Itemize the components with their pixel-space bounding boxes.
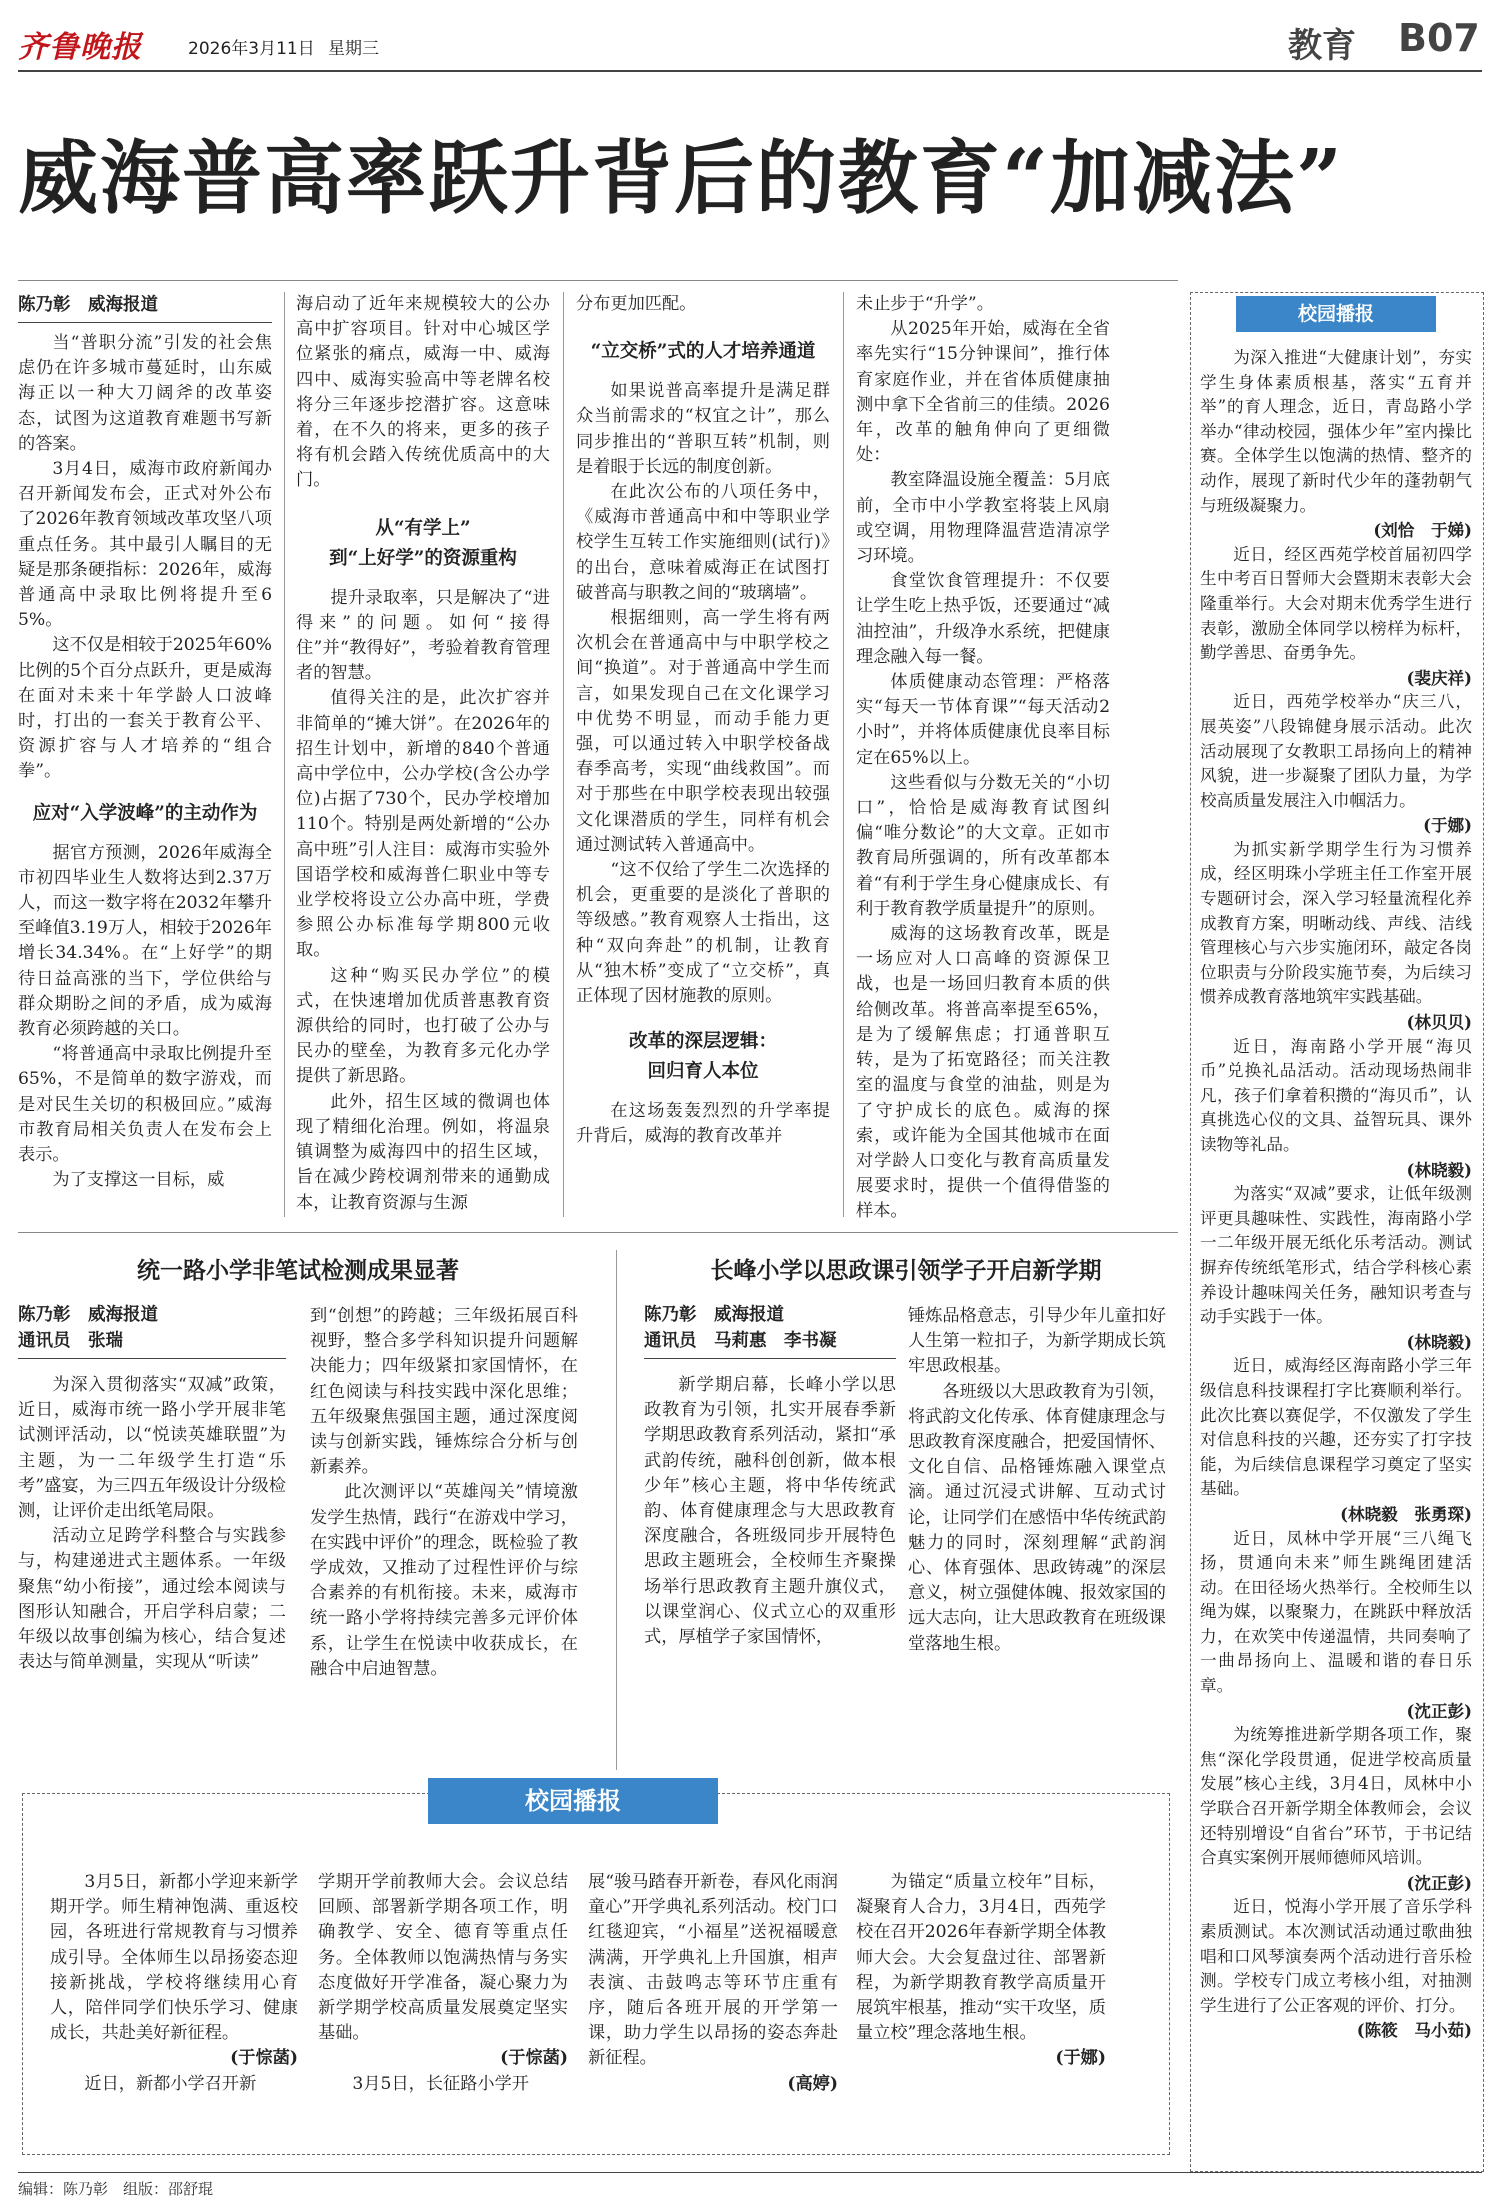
story-2-col-1 — [18, 1302, 286, 1675]
story-3-col-2 — [908, 1304, 1166, 1657]
paragraph: 3月4日，威海市政府新闻办召开新闻发布会，正式对外公布了2026年教育领域改革攻坚八项重点任务。其中最引人瞩目的无疑是那条硬指标：2026年，威海普通高中录取比例将提升至65%。 — [18, 459, 272, 631]
news-item: 为深入推进“大健康计划”，夯实学生身体素质根基，落实“五育并举”的育人理念，近日，青岛路小学举办“律动校园，强体少年”室内操比赛。全体学生以饱满的热情、整齐的动作，展现了新时代少年的蓬勃朝气与班级凝聚力。 — [1200, 348, 1472, 515]
news-signature: (林晓毅) — [1406, 1159, 1472, 1180]
main-story-col-3 — [576, 292, 830, 1150]
campus-news-tag-bottom: 校园播报 — [428, 1778, 718, 1824]
paragraph: 当“普职分流”引发的社会焦虑仍在许多城市蔓延时，山东威海正以一种大刀阔斧的改革姿态，试图为这道教育难题书写新的答案。 — [18, 333, 272, 454]
news-signature: (于悰菡) — [230, 2048, 298, 2069]
bottom-box-col-2 — [318, 1870, 568, 2097]
story-3-col-1 — [644, 1302, 896, 1650]
paragraph: 此次测评以“英雄闯关”情境激发学生热情，践行“在游戏中学习，在实践中评价”的理念，既检验了教学成效，又推动了过程性评价与综合素养的有机衔接。未来，威海市统一路小学将持续完善多元评价体系，让学生在悦读中收获成长，在融合中启迪智慧。 — [310, 1482, 578, 1679]
paragraph: 这种“购买民办学位”的模式，在快速增加优质普惠教育资源供给的同时，也打破了公办与民办的壁垒，为教育多元化办学提供了新思路。 — [296, 965, 550, 1087]
paragraph: 分布更加匹配。 — [576, 294, 697, 314]
paragraph: 如果说普高率提升是满足群众当前需求的“权宜之计”，那么同步推出的“普职互转”机制，则是着眼于长远的制度创新。 — [576, 381, 830, 477]
paragraph: 从2025年开始，威海在全省率先实行“15分钟课间”，推行体育家庭作业，并在省体质健康抽测中拿下全省前三的佳绩。2026年，改革的触角伸向了更细微处： — [856, 319, 1110, 466]
headline: 威海普高率跃升背后的教育“加减法” — [18, 131, 1345, 225]
news-item: 近日，凤林中学开展“三八绳飞扬，贯通向未来”师生跳绳团建活动。在田径场火热举行。全校师生以绳为媒，以聚聚力，在跳跃中释放活力，在欢笑中传递温情，共同奏响了一曲昂扬向上、温暖和谐的春日乐章。 — [1200, 1528, 1472, 1696]
byline-correspondent: 通讯员 马莉惠 李书凝 — [644, 1331, 837, 1351]
news-item: 近日，新都小学召开新 — [84, 2073, 257, 2094]
issue-date: 2026年3月11日 — [188, 39, 315, 59]
paragraph: 各班级以大思政教育为引领，将武韵文化传承、体育健康理念与思政教育深度融合，把爱国情怀、文化自信、品格锤炼融入课堂点滴。通过沉浸式讲解、互动式讨论，让同学们在感悟中华传统武韵魅力的同时，深刻理解“武韵润心、体育强体、思政铸魂”的深层意义，树立强健体魄、报效家国的远大志向，让大思政教育在班级课堂落地生根。 — [908, 1381, 1166, 1654]
column-divider — [563, 292, 564, 1217]
news-item: 展“骏马踏春开新卷，春风化雨润童心”开学典礼系列活动。校门口红毯迎宾，“小福星”送祝福暖意满满，开学典礼上升国旗，相声表演、击鼓鸣志等环节庄重有序，随后各班开展的开学第一课，助力学生以昂扬的姿态奔赴新征程。 — [588, 1872, 838, 2069]
paragraph: 值得关注的是，此次扩容并非简单的“摊大饼”。在2026年的招生计划中，新增的840个普通高中学位中，公办学校(含公办学位)占据了730个，民办学校增加110个。特别是两处新增的“公办高中班”引人注目：威海市实验外国语学校和威海普仁职业中等专业学校将设立公办高中班，学费参照公办标准每学期800元收取。 — [296, 688, 550, 961]
news-item: 近日，海南路小学开展“海贝币”兑换礼品活动。活动现场热闹非凡，孩子们拿着积攒的“海贝币”，认真挑选心仪的文具、益智玩具、课外读物等礼品。 — [1200, 1036, 1472, 1154]
main-story-col-2 — [296, 292, 550, 1216]
main-story-col-4 — [856, 292, 1110, 1225]
masthead-rule — [18, 70, 1482, 72]
paragraph: 新学期启幕，长峰小学以思政教育为引领，扎实开展春季新学期思政教育系列活动，紧扣“承武韵传统，融科创创新，做本根少年”核心主题，将中华传统武韵、体育健康理念与大思政教育深度融合，各班级同步开展特色思政主题班会，全校师生齐聚操场举行思政教育主题升旗仪式，以课堂润心、仪式立心的双重形式，厚植学子家国情怀， — [644, 1375, 896, 1648]
news-item: 近日，西苑学校举办“庆三八，展英姿”八段锦健身展示活动。此次活动展现了女教职工昂扬向上的精神风貌，进一步凝聚了团队力量，为学校高质量发展注入巾帼活力。 — [1200, 692, 1472, 810]
paragraph: 根据细则，高一学生将有两次机会在普通高中与中职学校之间“换道”。对于普通高中学生而言，如果发现自己在文化课学习中优势不明显，而动手能力更强，可以通过转入中职学校备战春季高考，实现“曲线救国”。而对于那些在中职学校表现出较强文化课潜质的学生，同样有机会通过测试转入普通高中。 — [576, 608, 830, 855]
paragraph: 体质健康动态管理：严格落实“每天一节体育课”“每天活动2小时”，并将体质健康优良率目标定在65%以上。 — [856, 672, 1110, 768]
paragraph: 为了支撑这一目标，威 — [52, 1170, 225, 1191]
paragraph: 此外，招生区域的微调也体现了精细化治理。例如，将温泉镇调整为威海四中的招生区域，旨在减少跨校调剂带来的通勤成本，让教育资源与生源 — [296, 1091, 550, 1213]
news-signature: (沈正彭) — [1406, 1700, 1472, 1721]
news-item: 近日，经区西苑学校首届初四学生中考百日誓师大会暨期末表彰大会隆重举行。大会对期末优秀学生进行表彰，激励全体同学以榜样为标杆，勤学善思、奋勇争先。 — [1200, 544, 1472, 663]
byline-reporter: 陈乃彰 威海报道 — [644, 1305, 784, 1325]
paragraph: 威海的这场教育改革，既是一场应对人口高峰的资源保卫战，也是一场回归教育本质的供给侧改革。将普高率提至65%，是为了缓解焦虑；打通普职互转，是为了拓宽路径；而关注教室的温度与食堂的油盐，则是为了守护成长的底色。威海的探索，或许能为全国其他城市在面对学龄人口变化与教育高质量发展要求时，提供一个值得借鉴的样本。 — [856, 924, 1110, 1222]
news-item: 3月5日，长征路小学开 — [352, 2073, 529, 2094]
story-3-byline — [644, 1302, 896, 1359]
news-item: 近日，悦海小学开展了音乐学科素质测试。本次测试活动通过歌曲独唱和口风琴演奏两个活动进行音乐检测。学校专门成立考核小组，对抽测学生进行了公正客观的评价、打分。 — [1200, 1897, 1472, 2015]
bottom-box-col-4 — [856, 1870, 1106, 2072]
paragraph: 海启动了近年来规模较大的公办高中扩容项目。针对中心城区学位紧张的痛点，威海一中、威海四中、威海实验高中等老牌名校将分三年逐步挖潜扩容。这意味着，在不久的将来，更多的孩子将有机会踏入传统优质高中的大门。 — [296, 294, 550, 491]
news-signature: (刘恰 于娣) — [1373, 520, 1472, 541]
news-signature: (林晓毅 张勇琛) — [1340, 1503, 1472, 1524]
paragraph: 教室降温设施全覆盖：5月底前，全市中小学教室将装上风扇或空调，用物理降温营造清凉学习环境。 — [856, 470, 1110, 567]
story-2-byline — [18, 1302, 286, 1359]
bottom-box-col-1 — [50, 1870, 298, 2097]
news-item: 为锚定“质量立校年”目标，凝聚育人合力，3月4日，西苑学校在召开2026年春新学期全体教师大会。大会复盘过往、部署新程，为新学期教育教学高质量开展筑牢根基，推动“实干攻坚，质量立校”理念落地生根。 — [856, 1872, 1106, 2044]
story-2-title: 统一路小学非笔试检测成果显著 — [137, 1258, 459, 1284]
news-item: 学期开学前教师大会。会议总结回顾、部署新学期各项工作，明确教学、安全、德育等重点任务。全体教师以饱满热情与务实态度做好开学准备，凝心聚力为新学期学校高质量发展奠定坚实基础。 — [318, 1872, 568, 2044]
paragraph: 在这场轰轰烈烈的升学率提升背后，威海的教育改革并 — [576, 1101, 830, 1147]
bottom-box-col-3 — [588, 1870, 838, 2097]
news-item: 为落实“双减”要求，让低年级测评更具趣味性、实践性，海南路小学一二年级开展无纸化乐考活动。测试摒弃传统纸笔形式，结合学科核心素养设计趣味闯关任务，融知识考查与动手实践于一体。 — [1200, 1184, 1472, 1327]
paragraph: 这不仅是相较于2025年60%比例的5个百分点跃升，更是威海在面对未来十年学龄人口波峰时，打出的一套关于教育公平、资源扩容与人才培养的“组合拳”。 — [18, 635, 272, 782]
byline-reporter: 陈乃彰 威海报道 — [18, 1305, 158, 1325]
news-signature: (于悰菡) — [500, 2048, 568, 2069]
section-name: 教育 — [1288, 26, 1356, 66]
news-signature: (高婷) — [787, 2073, 838, 2094]
page-number: B07 — [1398, 16, 1480, 60]
paragraph: 提升录取率，只是解决了“进得来”的问题。如何“接得住”并“教得好”，考验着教育管理者的智慧。 — [296, 587, 550, 684]
footer-rule — [18, 2172, 1482, 2173]
paragraph: “这不仅给了学生二次选择的机会，更重要的是淡化了普职的等级感。”教育观察人士指出，这种“双向奔赴”的机制，让教育从“独木桥”变成了“立交桥”，真正体现了因材施教的原则。 — [576, 860, 830, 1007]
subhead-4 — [576, 1027, 830, 1087]
paragraph: 到“创想”的跨越；三年级拓展百科视野，整合多学科知识提升问题解决能力；四年级紧扣家国情怀，在红色阅读与科技实践中深化思维；五年级聚焦强国主题，通过深度阅读与创新实践，锤炼综合分析与创新素养。 — [310, 1306, 578, 1478]
news-signature: (于娜) — [1055, 2048, 1106, 2069]
footer-editor: 编辑：陈乃彰 组版：邵舒琨 — [18, 2180, 214, 2198]
paragraph: 这些看似与分数无关的“小切口”，恰恰是威海教育试图纠偏“唯分数论”的大文章。正如市教育局所强调的，所有改革都本着“有利于学生身心健康成长、有利于教育教学质量提升”的原则。 — [856, 772, 1110, 919]
subhead-3: “立交桥”式的人才培养通道 — [590, 341, 816, 363]
column-divider — [284, 292, 285, 1217]
column-divider — [616, 1250, 617, 1770]
news-signature: (林贝贝) — [1406, 1012, 1472, 1033]
main-byline: 陈乃彰 威海报道 — [18, 292, 272, 323]
main-story-bottom-rule — [18, 1232, 1178, 1233]
news-item: 为统筹推进新学期各项工作，聚焦“深化学段贯通，促进学校高质量发展”核心主线，3月4日，凤林中小学联合召开新学期全体教师会，会议还特别增设“自省台”环节，于书记结合真实案例开展师德师风培训。 — [1200, 1725, 1472, 1868]
news-signature: (裴庆祥) — [1406, 667, 1472, 688]
subhead-4-line2: 回归育人本位 — [647, 1061, 759, 1083]
news-item: 为抓实新学期学生行为习惯养成，经区明珠小学班主任工作室开展专题研讨会，深入学习轻量流程化养成教育方案，明晰动线、声线、洁线管理核心与六步实施闭环，敲定各岗位职责与分阶段实施节奏，为后续习惯养成教育落地筑牢实践基础。 — [1200, 839, 1472, 1007]
paragraph: 食堂饮食管理提升：不仅要让学生吃上热乎饭，还要通过“减油控油”，升级净水系统，把健康理念融入每一餐。 — [856, 571, 1110, 667]
news-signature: (于娜) — [1423, 815, 1472, 836]
subhead-2 — [296, 514, 550, 574]
subhead-2-line1: 从“有学上” — [375, 517, 471, 539]
headline-rule — [18, 280, 1178, 281]
side-box-content — [1200, 346, 1472, 2043]
paper-logo: 齐鲁晚报 — [18, 30, 142, 65]
subhead-2-line2: 到“上好学”的资源重构 — [329, 547, 517, 569]
paragraph: 据官方预测，2026年威海全市初四毕业生人数将达到2.37万人，而这一数字将在2032年攀升至峰值3.19万人，相较于2026年增长34.34%。在“上好学”的期待日益高涨的当下，学位供给与群众期盼之间的矛盾，成为威海教育必须跨越的关口。 — [18, 842, 272, 1040]
paragraph: 活动立足跨学科整合与实践参与，构建递进式主题体系。一年级聚焦“幼小衔接”，通过绘本阅读与图形认知融合，开启学科启蒙；二年级以故事创编为核心，结合复述表达与简单测量，实现从“听读” — [18, 1526, 286, 1673]
news-signature: (陈筱 马小茹) — [1356, 2020, 1472, 2041]
masthead — [18, 12, 1482, 70]
paragraph: 未止步于“升学”。 — [856, 294, 994, 314]
paragraph: 为深入贯彻落实“双减”政策，近日，威海市统一路小学开展非笔试测评活动，以“悦读英雄联盟”为主题，为一二年级学生打造“乐考”盛宴，为三四五年级设计分级检测，让评价走出纸笔局限。 — [18, 1375, 286, 1522]
story-3-title: 长峰小学以思政课引领学子开启新学期 — [710, 1258, 1102, 1284]
subhead-4-line1: 改革的深层逻辑： — [628, 1031, 777, 1053]
paragraph: 在此次公布的八项任务中，《威海市普通高中和中等职业学校学生互转工作实施细则(试行)》的出台，意味着威海正在试图打破普高与职教之间的“玻璃墙”。 — [576, 482, 830, 603]
paragraph: 锤炼品格意志，引导少年儿童扣好人生第一粒扣子，为新学期成长筑牢思政根基。 — [908, 1306, 1166, 1377]
news-item: 3月5日，新都小学迎来新学期开学。师生精神饱满、重返校园，各班进行常规教育与习惯养成引导。全体师生以昂扬姿态迎接新挑战，学校将继续用心育人，陪伴同学们快乐学习、健康成长，共赴美好新征程。 — [50, 1872, 298, 2044]
main-story-col-1 — [18, 292, 272, 1194]
paragraph: “将普通高中录取比例提升至65%，不是简单的数字游戏，而是对民生关切的积极回应。”威海市教育局相关负责人在发布会上表示。 — [18, 1044, 272, 1166]
news-item: 近日，威海经区海南路小学三年级信息科技课程打字比赛顺利举行。此次比赛以赛促学，不仅激发了学生对信息科技的兴趣，还夯实了打字技能，为后续信息课程学习奠定了坚实基础。 — [1200, 1356, 1472, 1499]
subhead-1: 应对“入学波峰”的主动作为 — [32, 802, 258, 824]
column-divider — [843, 292, 844, 1217]
main-col1-text — [18, 331, 272, 785]
issue-weekday: 星期三 — [328, 39, 379, 59]
story-2-col-2 — [310, 1304, 578, 1682]
news-signature: (沈正彭) — [1406, 1872, 1472, 1893]
campus-news-tag-side: 校园播报 — [1236, 296, 1436, 332]
byline-correspondent: 通讯员 张瑞 — [18, 1331, 123, 1351]
news-signature: (林晓毅) — [1406, 1331, 1472, 1352]
